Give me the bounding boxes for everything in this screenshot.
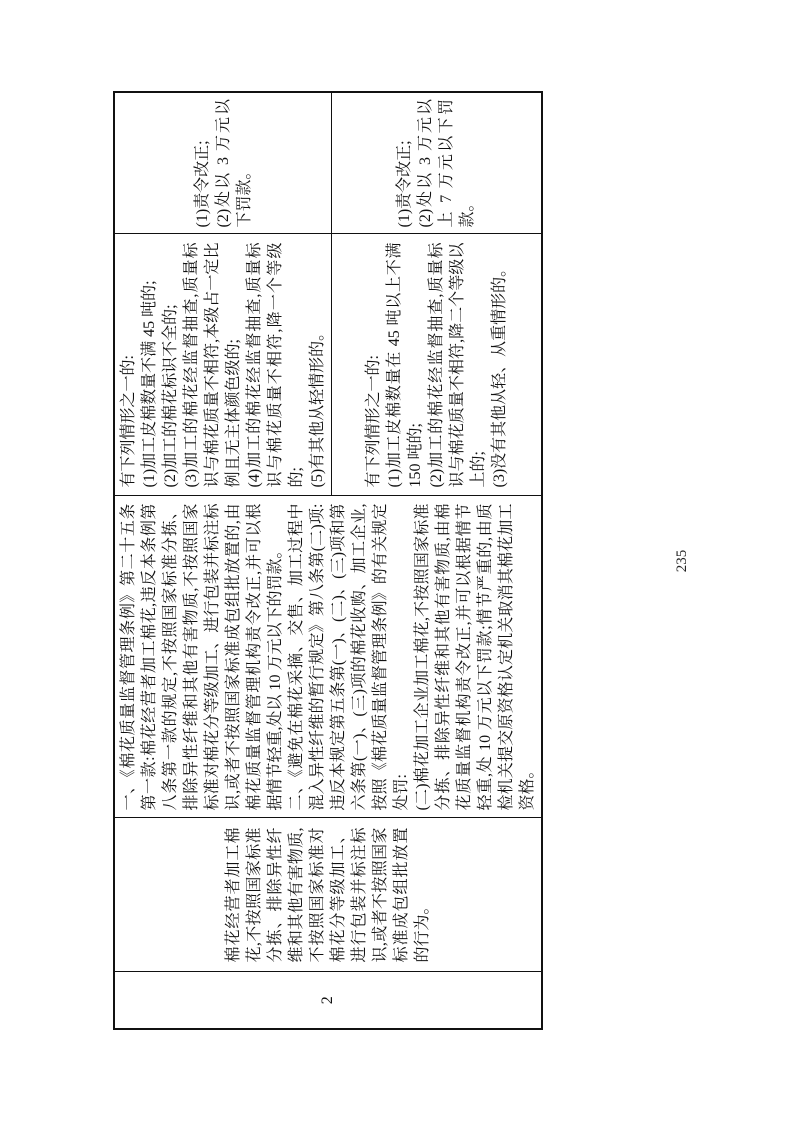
cell-legal-basis xyxy=(114,496,542,818)
basis-paragraph: 一、《棉花质量监督管理条例》第二十五条第一款:棉花经营者加工棉花,违反本条例第八条第一款的规定,不按照国家标准分拣、排除异性纤维和其他有害物质,不按照国家标准对棉花分等级加工、进行包装并标注标识,或者不按照国家标准成包组批放置的,由棉花质量监督管理机构责令改正,并可以根据情节轻重,处以 10 万元以下的罚款。 xyxy=(119,503,284,811)
circumstance-item: (3)加工的棉花经监督抽查,质量标识与棉花质量不相符,本级占一定比例且无主体颜色级的; xyxy=(183,242,242,488)
penalty-item: (2)处以 3 万元以下罚款。 xyxy=(214,99,253,228)
circumstance-item: (1)加工皮棉数量在 45 吨以上不满 150 吨的; xyxy=(385,242,424,488)
circumstance-item: (3)没有其他从轻、从重情形的。 xyxy=(490,260,508,488)
basis-paragraph: 二、《避免在棉花采摘、交售、加工过程中混入异性纤维的暂行规定》第八条第(二)项:违反本规定第五条第(一)、(二)、(三)项和第六条第(一)、(三)项的棉花收购、加工企业,按照《棉花质量监督管理条例》的有关规定处罚: xyxy=(287,503,410,811)
penalty-item: (1)责令改正; xyxy=(193,140,211,228)
penalty-item: (2)处以 3 万元以上 7 万元以下罚款。 xyxy=(417,99,477,228)
cell-circumstances-row1 xyxy=(114,234,332,496)
circumstance-item: (1)加工皮棉数量不满 45 吨的; xyxy=(141,280,158,488)
circumstance-item: 有下列情形之一的: xyxy=(120,355,137,488)
cell-violation xyxy=(114,818,542,972)
cell-circumstances-row2 xyxy=(332,234,542,496)
basis-paragraph: (二)棉花加工企业加工棉花,不按照国家标准分拣、排除异性纤维和其他有害物质,由棉花质量监督机构责令改正,并可以根据情节轻重,处 10 万元以下罚款;情节严重的,由质检机关提交原资格认定机关取消其棉花加工资格。 xyxy=(413,503,536,811)
cell-penalty-row1 xyxy=(114,92,332,234)
penalty-item: (1)责令改正; xyxy=(396,140,414,228)
circumstance-item: (2)加工的棉花标识不全的; xyxy=(162,304,179,488)
page-number: 235 xyxy=(674,549,690,573)
circumstance-item: (5)有其他从轻情形的。 xyxy=(309,324,326,488)
violation-text: 棉花经营者加工棉花,不按照国家标准分拣、排除异性纤维和其他有害物质,不按照国家标准对棉花分等级加工、进行包装并标注标识,或者不按照国家标准成包组批放置的行为。 xyxy=(224,827,431,963)
row-number: 2 xyxy=(319,996,337,1005)
circumstance-item: (2)加工的棉花经监督抽查,质量标识与棉花质量不相符,降二个等级以上的; xyxy=(427,242,487,488)
circumstance-item: (4)加工的棉花经监督抽查,质量标识与棉花质量不相符,降一个等级的; xyxy=(246,242,305,488)
cell-penalty-row2 xyxy=(332,92,542,234)
penalty-table xyxy=(113,91,543,1030)
cell-row-number xyxy=(114,972,542,1029)
circumstance-item: 有下列情形之一的: xyxy=(364,355,382,488)
